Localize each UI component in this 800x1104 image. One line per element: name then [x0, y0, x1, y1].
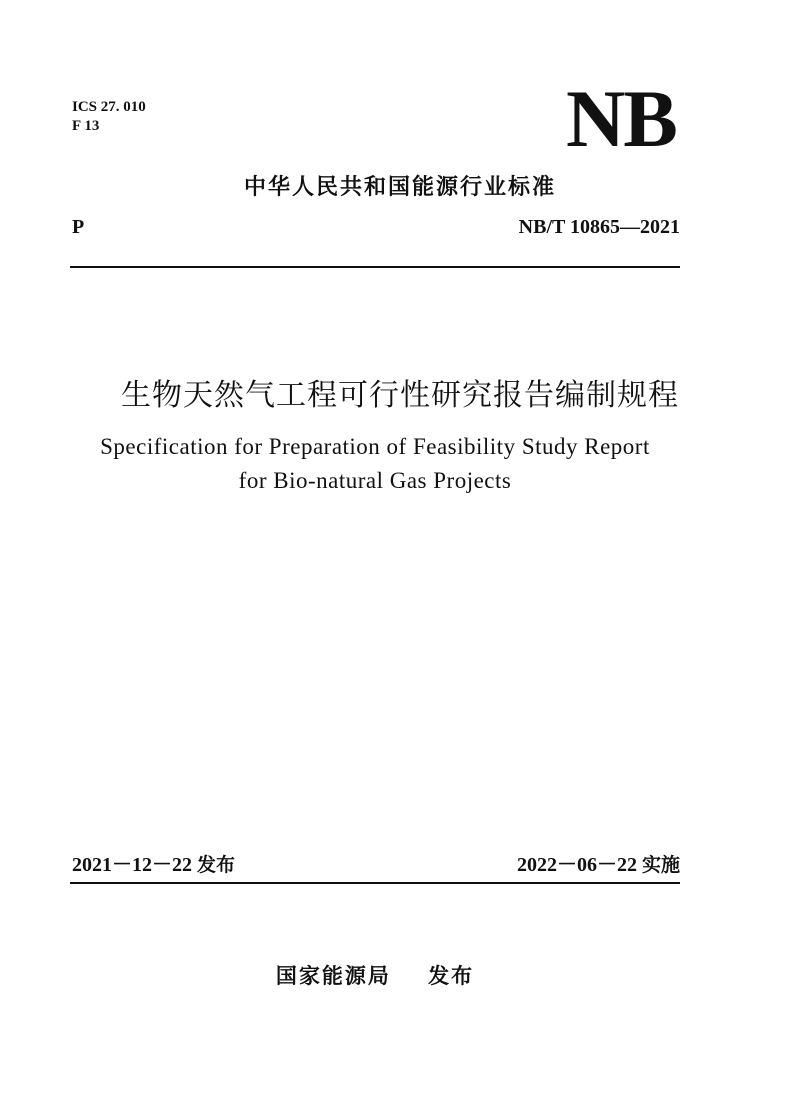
classification-codes [72, 98, 146, 136]
title-english-line1: Specification for Preparation of Feasibility Study Report [100, 434, 650, 459]
document-title-english [0, 430, 750, 498]
title-english-line2: for Bio-natural Gas Projects [238, 468, 512, 493]
standard-type-heading: 中华人民共和国能源行业标准 [243, 175, 556, 200]
filing-letter: P [72, 216, 85, 238]
standard-number: NB/T 10865—2021 [518, 216, 680, 238]
document-title-chinese: 生物天然气工程可行性研究报告编制规程 [121, 378, 679, 413]
implement-label: 实施 [641, 854, 680, 876]
issue-date: 2021－12－22 [72, 854, 192, 876]
issuer-line [0, 960, 750, 990]
ics-code: ICS 27. 010 [72, 99, 146, 115]
issue-label: 发布 [197, 854, 236, 876]
implement-date-block [517, 848, 680, 877]
issue-date-block [72, 848, 235, 877]
header-divider [70, 266, 680, 268]
issuer-action: 发布 [428, 964, 475, 988]
category-code: F 13 [72, 118, 100, 134]
nb-logo: NB [566, 73, 676, 164]
implement-date: 2022－06－22 [516, 854, 637, 876]
issuer-name: 国家能源局 [275, 964, 391, 988]
dates-divider [70, 882, 680, 884]
